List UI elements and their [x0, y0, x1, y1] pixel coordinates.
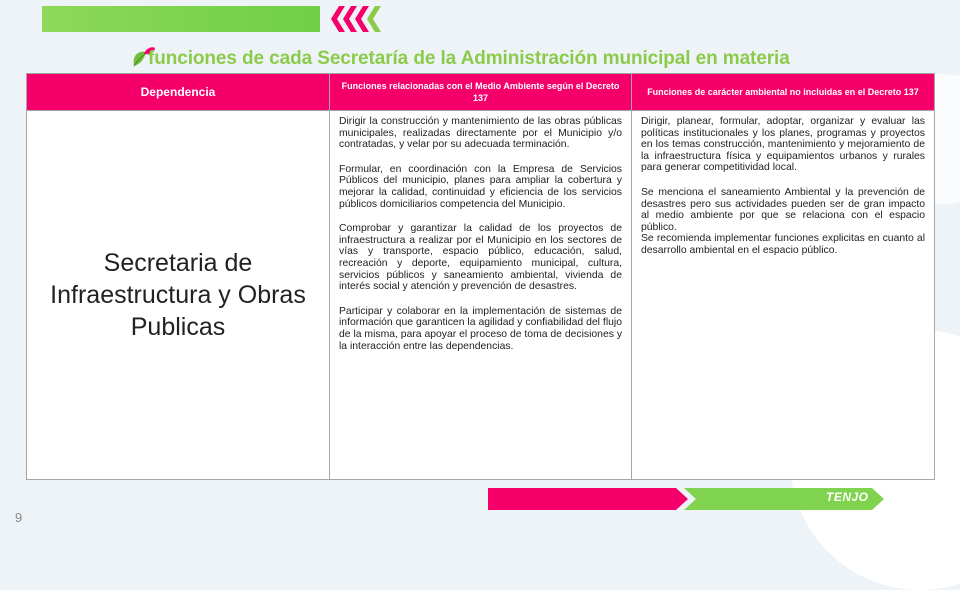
other-functions-cell — [632, 111, 935, 480]
decreto-function-4: Participar y colaborar en la implementación de sistemas de información que garanticen la agilidad y confiabilidad del flujo de la misma, para apoyar el proceso de toma de decisiones y la interacción entre las dependencias. — [339, 305, 623, 352]
other-function-1: Dirigir, planear, formular, adoptar, organizar y evaluar las políticas institucionales y los planes, programas y proyectos en los temas construcción, mantenimiento y mejoramiento de la infraestructura física y equipamientos urbanos y rurales para generar competitividad local. — [641, 116, 925, 174]
table-row — [27, 111, 935, 480]
other-function-3: Se recomienda implementar funciones explicitas en cuanto al desarrollo ambiental en el espacio público. — [641, 233, 925, 256]
decreto-function-2: Formular, en coordinación con la Empresa de Servicios Públicos del municipio, planes para ampliar la cobertura y mejorar la calidad, continuidad y eficiencia de los servicios públicos domiciliarios competencia del Municipio. — [339, 163, 622, 210]
page-title: funciones de cada Secretaría de la Administración municipal en materia — [148, 48, 790, 69]
functions-table — [26, 73, 935, 480]
header-decreto-functions: Funciones relacionadas con el Medio Ambiente según el Decreto 137 — [330, 74, 632, 111]
decreto-function-3: Comprobar y garantizar la calidad de los proyectos de infraestructura a realizar por el Municipio en los sectores de vías y transporte, espacio público, educación, salud, recreación y deporte, equipamiento municipal, cultura, servicios públicos y saneamiento ambiental, vivienda de interés social y atención y prevención de desastres. — [339, 223, 622, 293]
header-other-functions: Funciones de carácter ambiental no incluidas en el Decreto 137 — [632, 74, 935, 111]
header-dependencia: Dependencia — [27, 74, 330, 111]
other-function-2: Se menciona el saneamiento Ambiental y la prevención de desastres pero sus actividades pueden ser de gran impacto al medio ambiente por que se relaciona con el espacio público. — [641, 186, 925, 233]
decreto-function-1: Dirigir la construcción y mantenimiento de las obras públicas municipales, realizadas directamente por el Municipio y/o contratadas, y velar por su adecuada terminación. — [339, 116, 622, 151]
dependency-name: Secretaria de Infraestructura y Obras Publicas — [27, 111, 330, 480]
chevron-arrows-icon — [325, 4, 385, 34]
page-number: 9 — [15, 510, 23, 525]
table-header-row — [27, 74, 935, 111]
title-row — [130, 44, 890, 72]
tenjo-logo: TENJO — [826, 490, 869, 504]
decreto-functions-cell — [330, 111, 632, 480]
top-green-bar — [42, 6, 320, 32]
